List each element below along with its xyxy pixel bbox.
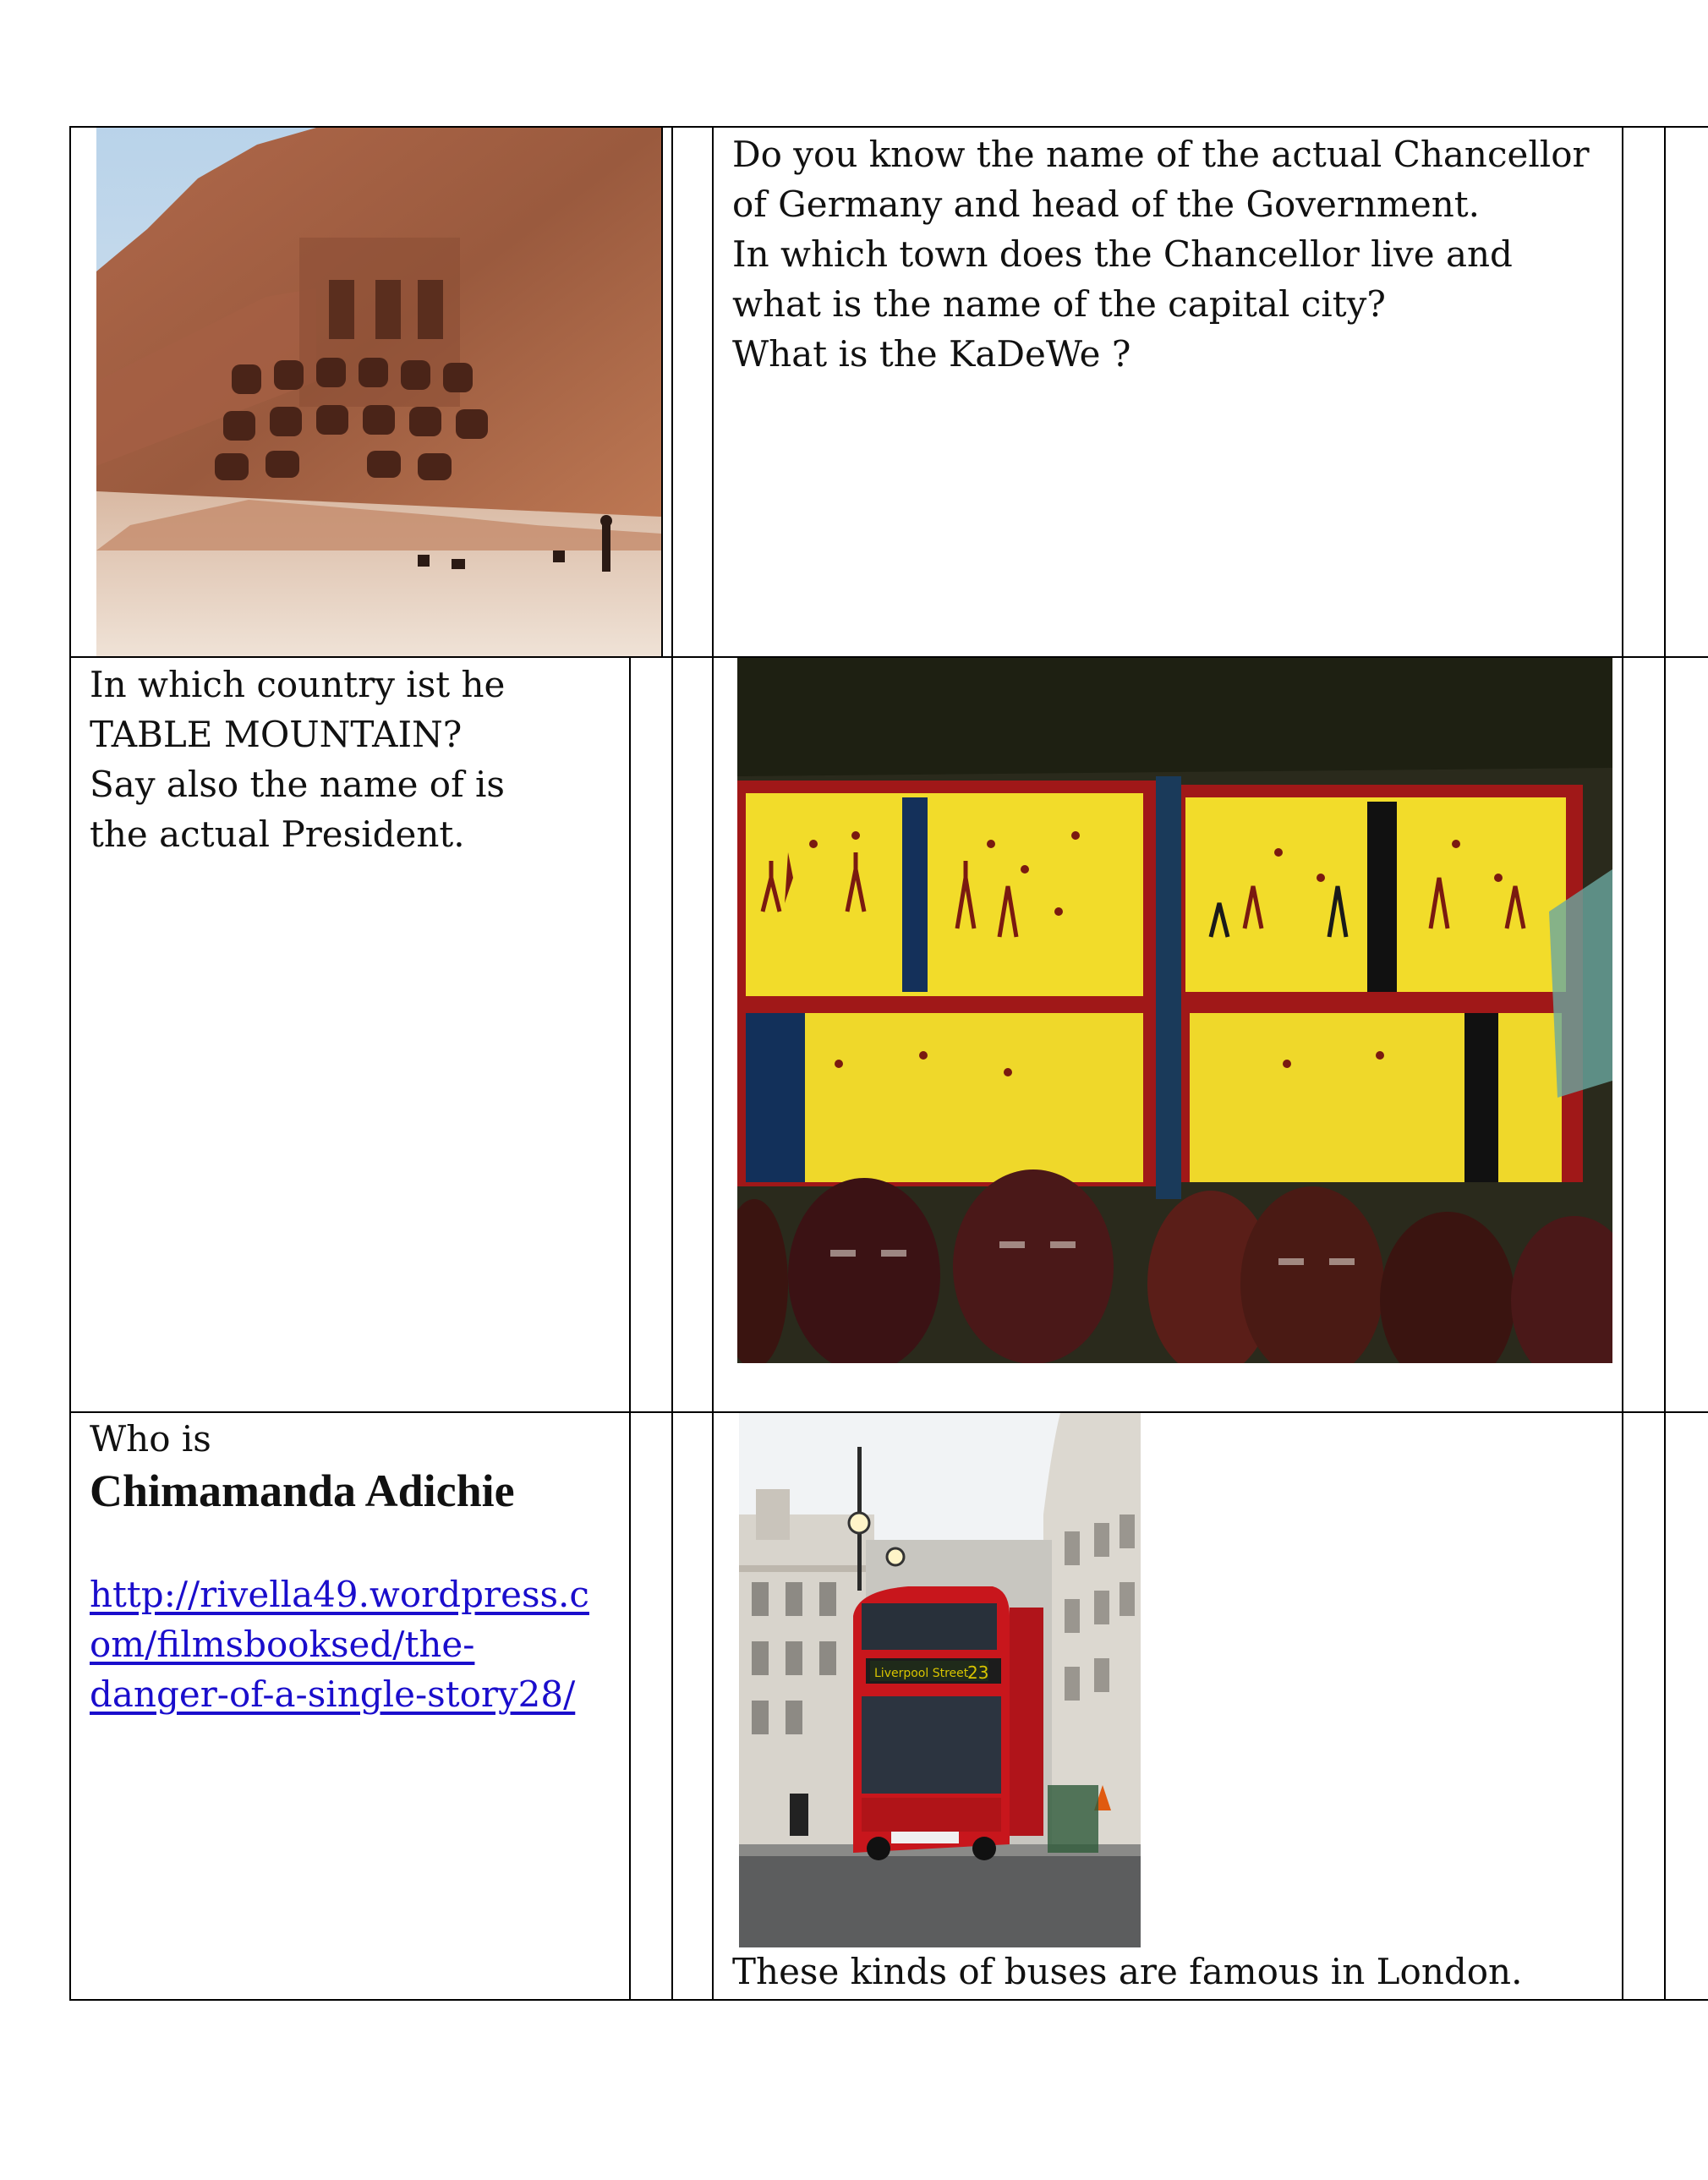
- svg-text:Liverpool Street: Liverpool Street: [874, 1667, 969, 1680]
- col-divider-a-row1: [661, 126, 663, 658]
- article-link-line[interactable]: http://rivella49.wordpress.c: [90, 1574, 589, 1615]
- table-border-left: [69, 126, 71, 2001]
- question-line: the actual President.: [90, 813, 465, 855]
- question-line: What is the KaDeWe ?: [732, 333, 1131, 375]
- table-border-bottom: [69, 1999, 1708, 2001]
- question-line: Do you know the name of the actual Chancellor: [732, 134, 1590, 175]
- petra-rock-tombs-photo: [96, 128, 661, 656]
- svg-text:23: 23: [967, 1662, 989, 1683]
- who-is-label: Who is: [90, 1418, 211, 1460]
- bus-caption: These kinds of buses are famous in London.: [732, 1951, 1523, 1992]
- article-link-line[interactable]: om/filmsbooksed/the-: [90, 1624, 475, 1665]
- london-red-double-decker-bus-photo: [739, 1413, 1141, 1947]
- question-line: of Germany and head of the Government.: [732, 183, 1480, 225]
- question-line: Say also the name of is: [90, 764, 505, 805]
- col-divider-e: [1664, 126, 1666, 2001]
- question-line: In which town does the Chancellor live and: [732, 233, 1513, 275]
- question-line: TABLE MOUNTAIN?: [90, 714, 463, 755]
- col-divider-d: [1622, 126, 1623, 2001]
- col-divider-c: [712, 126, 714, 2001]
- question-line: what is the name of the capital city?: [732, 283, 1386, 325]
- question-line: In which country ist he: [90, 664, 506, 705]
- col-divider-b: [671, 126, 673, 2001]
- article-link-line[interactable]: danger-of-a-single-story28/: [90, 1673, 576, 1715]
- col-divider-a-rows23: [629, 656, 631, 2001]
- author-name: Chimamanda Adichie: [90, 1465, 515, 1516]
- african-masks-and-textiles-photo: [737, 658, 1612, 1363]
